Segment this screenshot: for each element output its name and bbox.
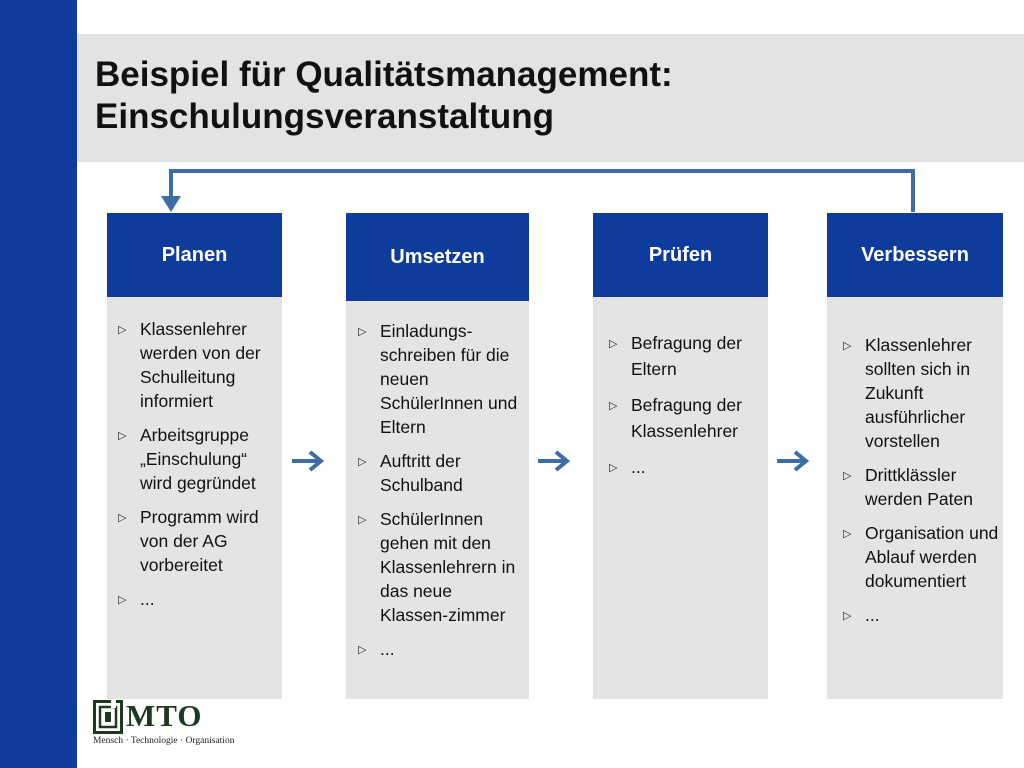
list-item: ▷ Befragung der Eltern [609, 333, 742, 379]
column-header-verbessern: Verbessern [827, 213, 1003, 297]
arrow-right-icon [536, 449, 572, 473]
column-header-pruefen: Prüfen [593, 213, 768, 297]
left-accent-bar [0, 0, 77, 768]
column-planen [107, 213, 282, 699]
bullet-icon: ▷ [358, 644, 367, 656]
list-item: ▷ ... [358, 637, 518, 661]
logo-subtitle: Mensch · Technologie · Organisation [93, 736, 235, 746]
arrow-right-icon [775, 449, 811, 473]
pruefen-list [609, 330, 764, 490]
list-item: ▷ Organisation und Ablauf werden dokumentiert [843, 523, 999, 591]
list-item: ▷ ... [118, 587, 278, 611]
bullet-icon: ▷ [843, 340, 852, 352]
bullet-icon: ▷ [358, 514, 367, 526]
column-header-umsetzen: Umsetzen [346, 213, 529, 301]
logo-wordmark: MTO [126, 698, 203, 733]
list-item: ▷ Einladungs-schreiben für die neuen SchülerInnen und Eltern [358, 321, 518, 437]
arrow-right-icon [290, 449, 326, 473]
list-item: ▷ Drittklässler werden Paten [843, 465, 973, 509]
bullet-icon: ▷ [609, 400, 618, 412]
slide-title [95, 54, 673, 138]
list-item: ▷ Klassenlehrer werden von der Schulleitung informiert [118, 319, 261, 411]
umsetzen-list [358, 319, 518, 671]
bullet-icon: ▷ [609, 462, 618, 474]
bullet-icon: ▷ [358, 456, 367, 468]
list-item: ▷ ... [609, 454, 764, 480]
bullet-icon: ▷ [118, 430, 127, 442]
list-item: ▷ SchülerInnen gehen mit den Klassenlehrern in das neue Klassen-zimmer [358, 509, 516, 625]
list-item: ▷ Befragung der Klassenlehrer [609, 395, 742, 441]
column-pruefen [593, 213, 768, 699]
bullet-icon: ▷ [843, 528, 852, 540]
column-header-planen: Planen [107, 213, 282, 297]
title-band [77, 34, 1024, 162]
bullet-icon: ▷ [118, 512, 127, 524]
list-item: ▷ Programm wird von der AG vorbereitet [118, 507, 259, 575]
title-line-2: Einschulungsveranstaltung [95, 97, 554, 136]
bullet-icon: ▷ [358, 326, 367, 338]
planen-list [118, 317, 278, 621]
bullet-icon: ▷ [843, 470, 852, 482]
mto-logo [93, 698, 235, 750]
column-verbessern [827, 213, 1003, 699]
maze-logo-icon [93, 700, 123, 734]
list-item: ▷ Arbeitsgruppe „Einschulung“ wird gegründet [118, 425, 256, 493]
list-item: ▷ Klassenlehrer sollten sich in Zukunft ausführlicher vorstellen [843, 335, 972, 451]
bullet-icon: ▷ [609, 338, 618, 350]
list-item: ▷ Auftritt der Schulband [358, 451, 463, 495]
title-line-1: Beispiel für Qualitätsmanagement: [95, 55, 673, 94]
verbessern-list [843, 333, 1001, 637]
bullet-icon: ▷ [118, 324, 127, 336]
list-item: ▷ ... [843, 603, 1001, 627]
column-umsetzen [346, 213, 529, 699]
bullet-icon: ▷ [843, 610, 852, 622]
bullet-icon: ▷ [118, 594, 127, 606]
